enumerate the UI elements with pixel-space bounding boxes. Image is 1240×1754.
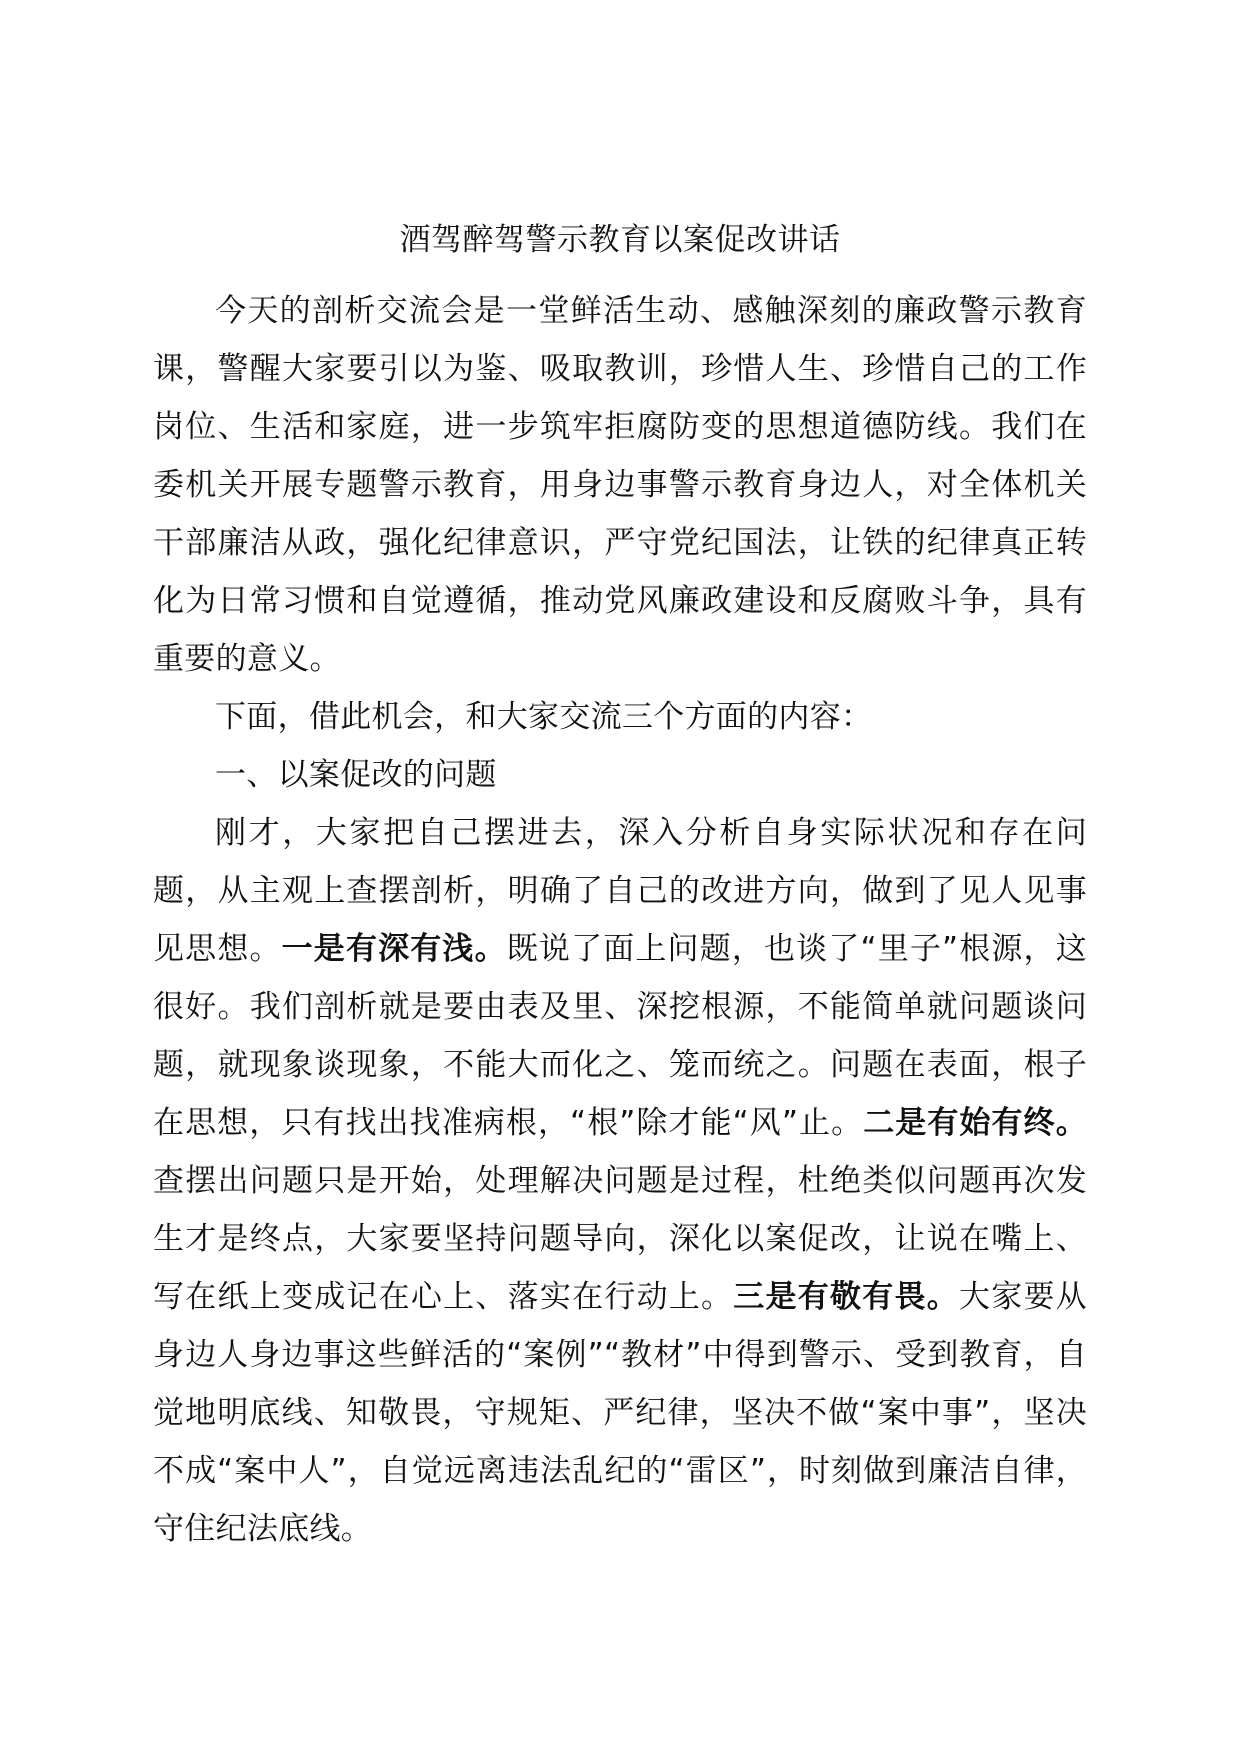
section-text-1: 刚才，大家把自己摆进去，深入分析自身实际状况和存在问题，从主观上查摆剖析，明确了自己的改进方向，做到了见人见事见思想。	[153, 815, 1087, 967]
document-body	[153, 282, 1087, 1558]
point-two-bold: 二是有始有终。	[863, 1105, 1087, 1141]
section-text-2: 既说了面上问题，也谈了“里子”根源，这很好。我们剖析就是要由表及里、深挖根源，不能简单就问题谈问题，就现象谈现象，不能大而化之、笼而统之。问题在表面，根子在思想，只有找出找准病根，“根”除才能“风”止。	[153, 931, 1087, 1141]
section-heading: 一、以案促改的问题	[215, 757, 497, 793]
intro-paragraph: 今天的剖析交流会是一堂鲜活生动、感触深刻的廉政警示教育课，警醒大家要引以为鉴、吸取教训，珍惜人生、珍惜自己的工作岗位、生活和家庭，进一步筑牢拒腐防变的思想道德防线。我们在委机关开展专题警示教育，用身边事警示教育身边人，对全体机关干部廉洁从政，强化纪律意识，严守党纪国法，让铁的纪律真正转化为日常习惯和自觉遵循，推动党风廉政建设和反腐败斗争，具有重要的意义。	[153, 293, 1087, 677]
document-title: 酒驾醉驾警示教育以案促改讲话	[399, 222, 841, 258]
section-text-3: 查摆出问题只是开始，处理解决问题是过程，杜绝类似问题再次发生才是终点，大家要坚持问题导向，深化以案促改，让说在嘴上、写在纸上变成记在心上、落实在行动上。	[153, 1163, 1087, 1315]
section-text-4: 大家要从身边人身边事这些鲜活的“案例”“教材”中得到警示、受到教育，自觉地明底线、知敬畏，守规矩、严纪律，坚决不做“案中事”，坚决不成“案中人”，自觉远离违法乱纪的“雷区”，时刻做到廉洁自律，守住纪法底线。	[153, 1279, 1087, 1547]
section-paragraph	[153, 804, 1087, 1558]
transition-paragraph: 下面，借此机会，和大家交流三个方面的内容：	[215, 699, 873, 735]
point-one-bold: 一是有深有浅。	[281, 931, 507, 967]
point-three-bold: 三是有敬有畏。	[733, 1279, 959, 1315]
